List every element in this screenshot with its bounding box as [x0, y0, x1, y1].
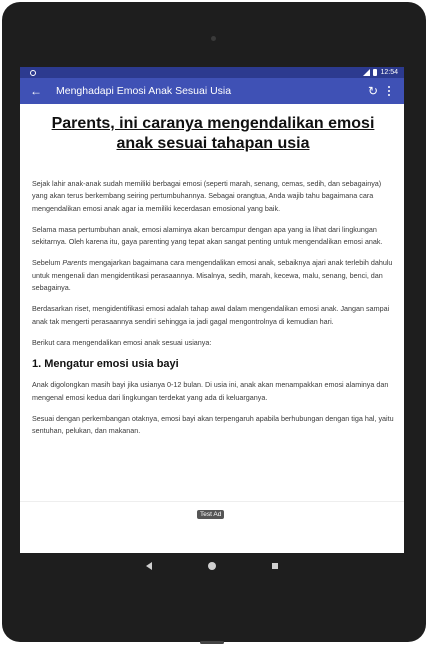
status-time: 12:54: [380, 69, 398, 76]
paragraph: Selama masa pertumbuhan anak, emosi alaminya akan bercampur dengan apa yang ia lihat dari lingkungan sekitarnya. Oleh karena itu, gaya parenting yang tepat akan sangat penting untuk mengendalikan emosi anak.: [32, 224, 383, 247]
nav-home-icon[interactable]: [208, 562, 216, 570]
article-content: [20, 104, 404, 437]
paragraph: [32, 257, 394, 294]
notification-icon: [30, 70, 36, 76]
paragraph: Sejak lahir anak-anak sudah memiliki berbagai emosi (seperti marah, senang, cemas, sedih, dan sebagainya) yang akan terus berkembang seiring pertumbuhannya. Sebagai orangtua, Anda wajib tahu bagaimana cara mengendalikan emosi anak agar ia memiliki kecerdasan emosional yang baik.: [32, 179, 382, 213]
paragraph: Sesuai dengan perkembangan otaknya, emosi bayi akan terpengaruh apabila berhubungan dengan tiga hal, yaitu sentuhan, pelukan, dan makanan.: [32, 413, 394, 436]
paragraph-italic: Parents: [62, 258, 88, 268]
nav-back-icon[interactable]: [146, 562, 152, 570]
paragraph-text: Sebelum: [32, 258, 63, 268]
app-screen: [20, 67, 404, 553]
nav-recents-icon[interactable]: [272, 563, 278, 569]
section-heading: 1. Mengatur emosi usia bayi: [32, 358, 179, 371]
signal-icon: [363, 69, 370, 76]
toolbar-title: Menghadapi Emosi Anak Sesuai Usia: [56, 85, 232, 97]
front-camera: [211, 36, 216, 41]
article-title: Parents, ini caranya mengendalikan emosi anak sesuai tahapan usia: [51, 115, 375, 152]
refresh-icon[interactable]: ↻: [367, 84, 379, 98]
status-bar: [20, 67, 404, 78]
battery-icon: [373, 69, 377, 76]
app-toolbar: [20, 78, 404, 104]
system-nav-bar: [20, 553, 404, 578]
device-edge-button: [200, 641, 224, 644]
arrow-back-icon[interactable]: ←: [30, 84, 42, 98]
ad-banner[interactable]: [20, 501, 404, 553]
status-right: [363, 69, 398, 76]
paragraph: Berdasarkan riset, mengidentifikasi emosi adalah tahap awal dalam mengendalikan emosi anak. Jangan sampai anak tak mengerti perasaannya sendiri sehingga ia jadi gagal mengontrolnya di kemudian hari.: [32, 304, 390, 326]
test-ad-badge: Test Ad: [197, 510, 224, 519]
paragraph: Anak digolongkan masih bayi jika usianya 0-12 bulan. Di usia ini, anak akan menampakkan emosi alaminya dan mengenal emosi kedua dari lingkungan terdekat yang ada di keluarganya.: [32, 380, 389, 402]
paragraph: Berikut cara mengendalikan emosi anak sesuai usianya:: [32, 337, 212, 347]
more-vert-icon[interactable]: [382, 86, 396, 97]
paragraph-text: mengajarkan bagaimana cara mengendalikan emosi anak, sebaiknya ajari anak terlebih dahulu untuk mengenali dan mengidentikasi perasaannya. Misalnya, sedih, marah, kecewa, malu, senang, benci, dan sebagainya.: [32, 258, 393, 293]
